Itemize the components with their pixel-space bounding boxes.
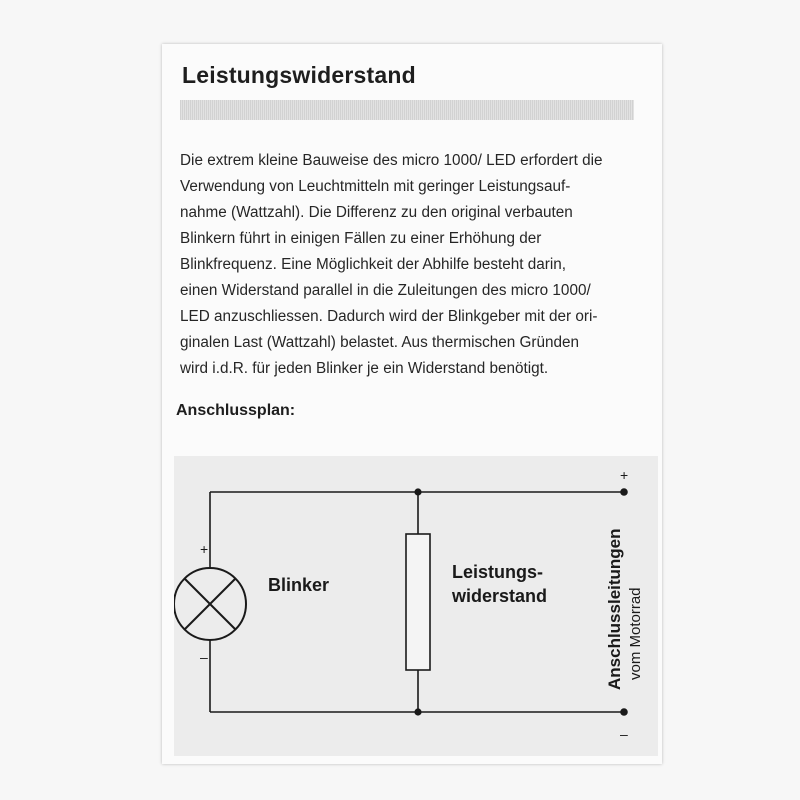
- resistor-label-line1: Leistungs-: [452, 562, 544, 582]
- body-line: Die extrem kleine Bauweise des micro 1000/ LED erfordert die: [180, 152, 603, 169]
- terminal-plus-sign: +: [620, 467, 629, 483]
- body-line: einen Widerstand parallel in die Zuleitungen des micro 1000/: [180, 282, 591, 299]
- body-line: Verwendung von Leuchtmitteln mit geringer Leistungsauf-: [180, 178, 571, 195]
- body-line: Blinkern führt in einigen Fällen zu einer Erhöhung der: [180, 230, 542, 247]
- terminal-plus-dot: [620, 488, 628, 496]
- leads-label-line2: vom Motorrad: [627, 587, 644, 680]
- junction-dot-top: [414, 488, 421, 495]
- wiring-diagram-svg: [174, 456, 658, 756]
- title-underline-bar: [180, 100, 634, 120]
- body-line: Blinkfrequenz. Eine Möglichkeit der Abhilfe besteht darin,: [180, 256, 567, 273]
- lamp-minus-sign: –: [200, 649, 208, 665]
- lamp-plus-sign: +: [200, 541, 209, 557]
- leads-label-line1: Anschlussleitungen: [605, 528, 624, 690]
- body-line: ginalen Last (Wattzahl) belastet. Aus thermischen Gründen: [180, 334, 580, 351]
- lamp-label: Blinker: [268, 575, 330, 595]
- page-title: Leistungswiderstand: [182, 62, 416, 88]
- section-heading: Anschlussplan:: [176, 402, 296, 419]
- terminal-minus-dot: [620, 708, 628, 716]
- resistor-label-line2: widerstand: [452, 586, 548, 606]
- body-text: [180, 148, 642, 382]
- lamp-symbol: [174, 568, 246, 640]
- body-line: nahme (Wattzahl). Die Differenz zu den original verbauten: [180, 204, 573, 221]
- instruction-sheet: [162, 44, 662, 764]
- wiring-diagram: [174, 456, 658, 756]
- resistor-symbol: [406, 534, 430, 670]
- terminal-minus-sign: –: [620, 726, 628, 742]
- body-line: LED anzuschliessen. Dadurch wird der Blinkgeber mit der ori-: [180, 308, 598, 325]
- junction-dot-bottom: [414, 708, 421, 715]
- body-line: wird i.d.R. für jeden Blinker je ein Widerstand benötigt.: [180, 360, 549, 377]
